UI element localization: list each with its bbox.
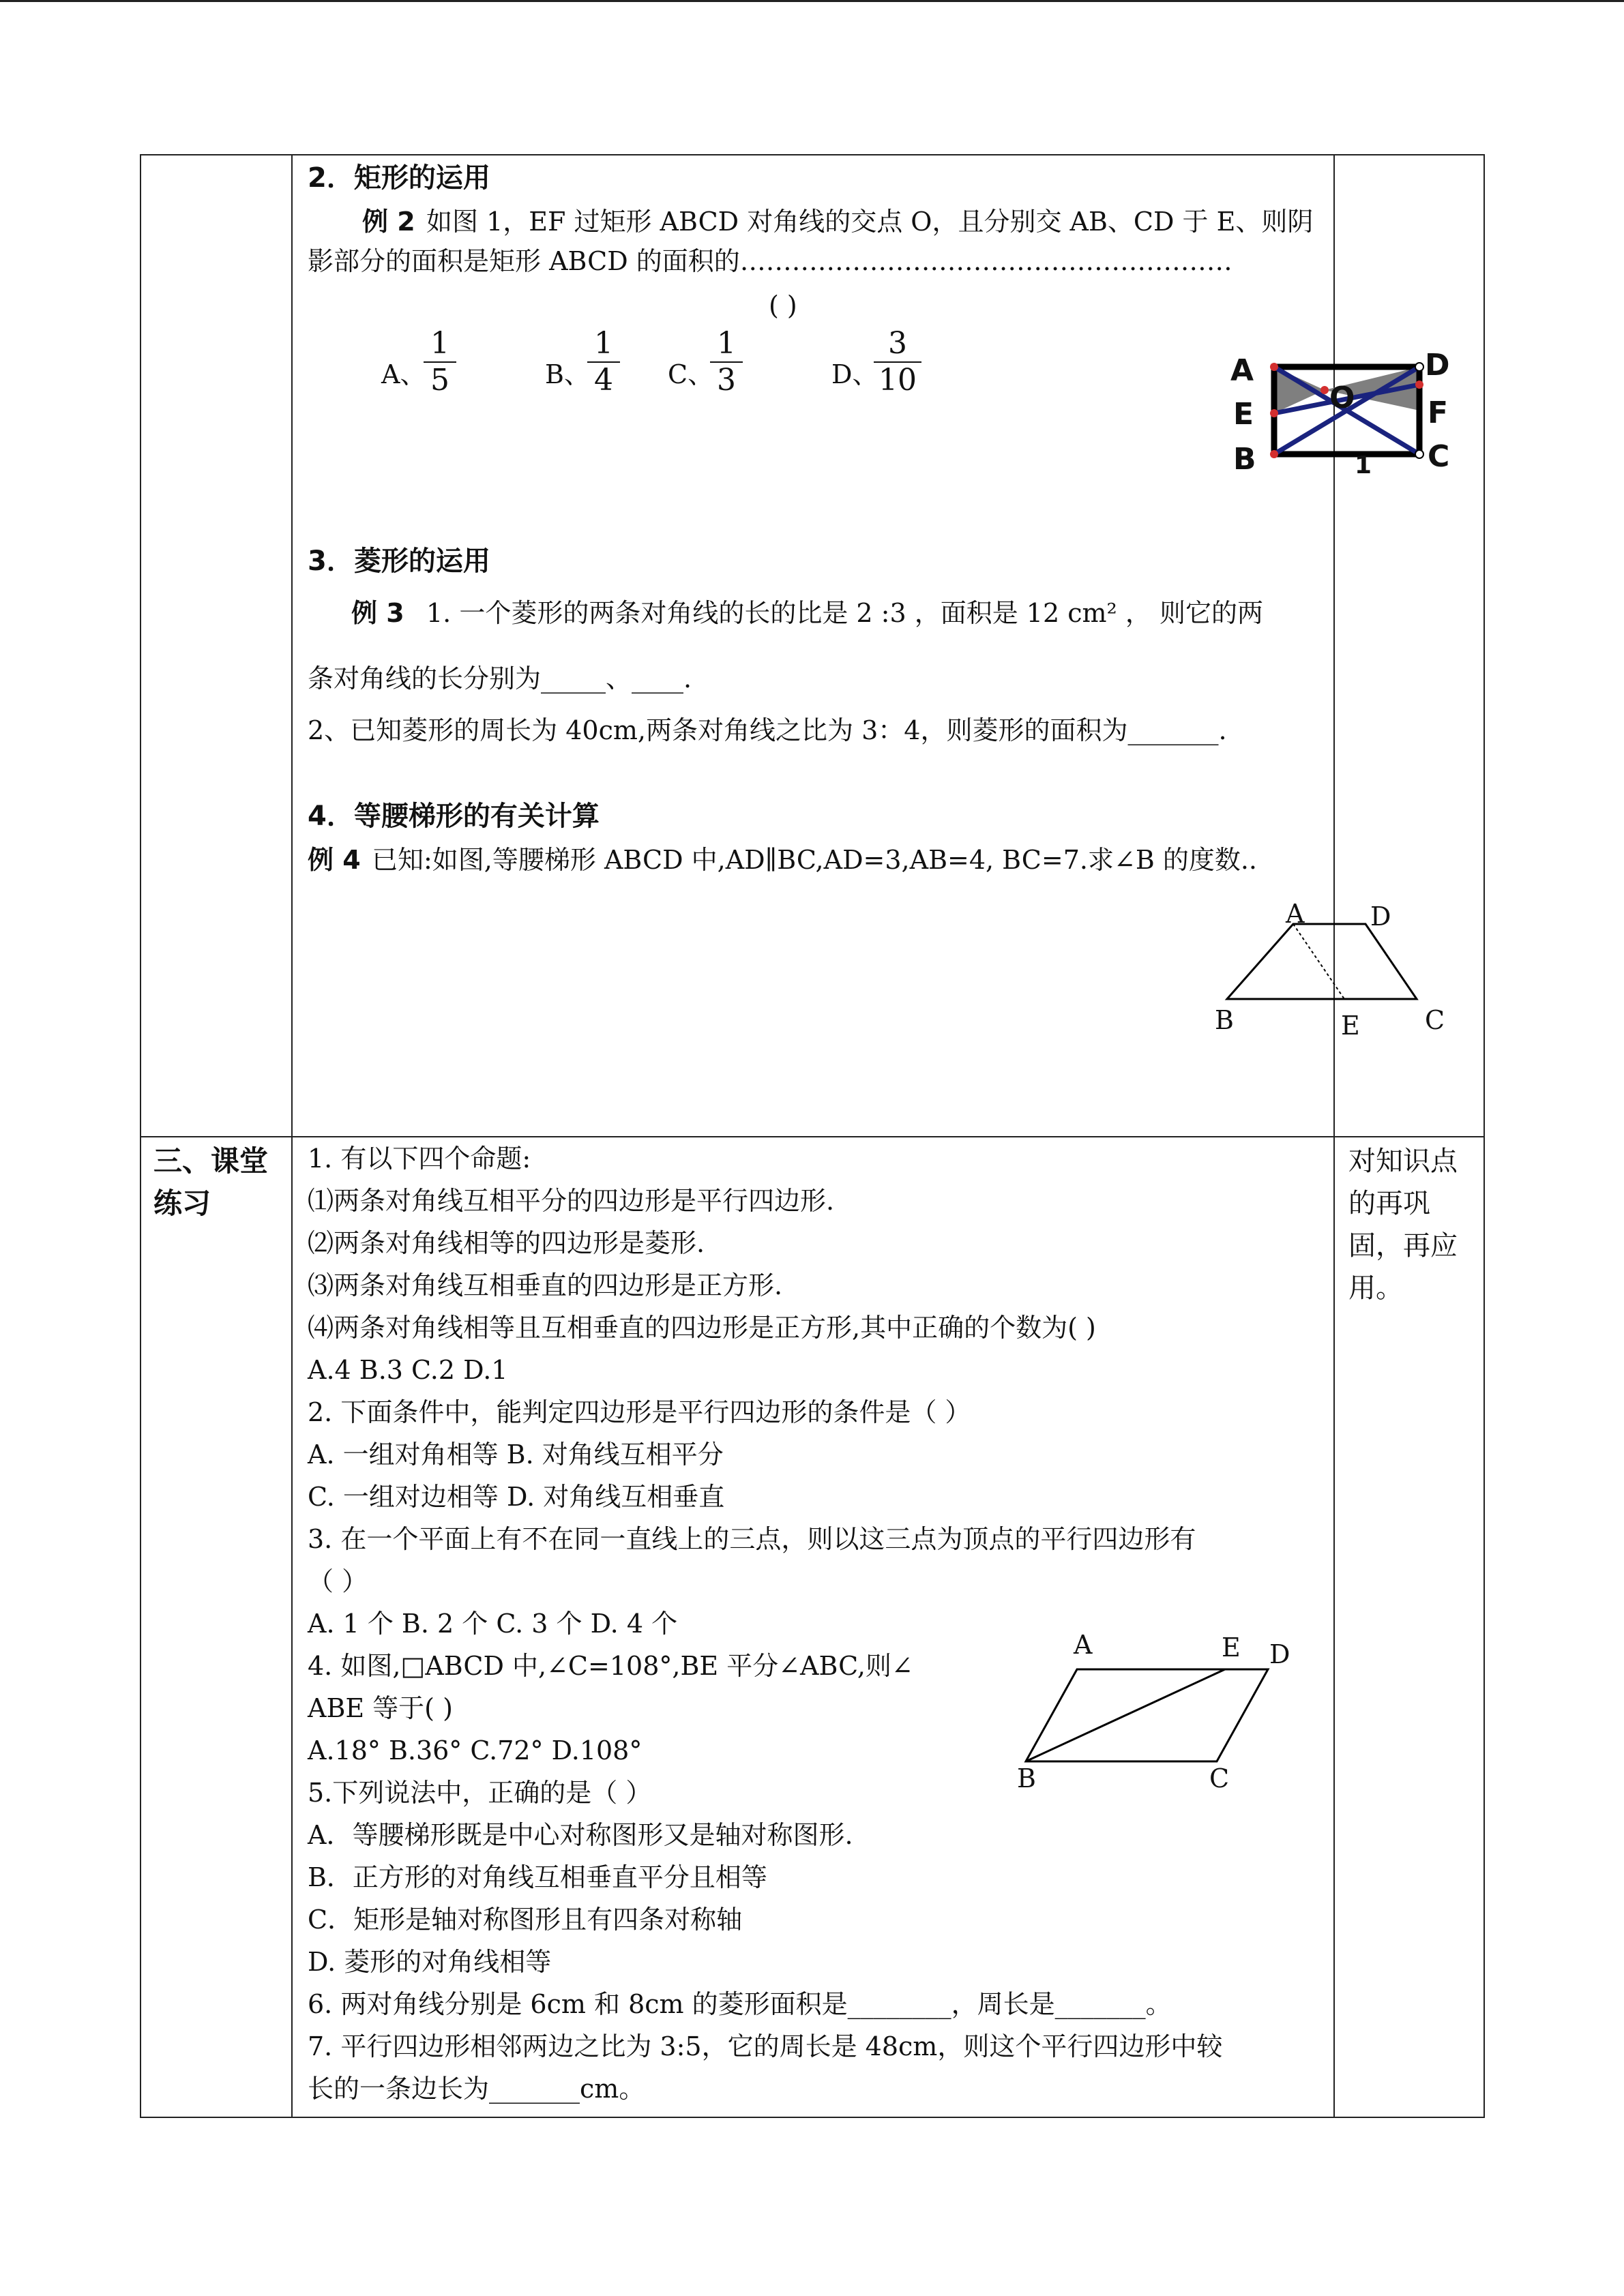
- practice-line-10: 3. 在一个平面上有不在同一直线上的三点，则以这三点为顶点的平行四边形有: [308, 1524, 1196, 1554]
- practice-heading-line-1: 三、课堂: [153, 1144, 269, 1178]
- fig1-label-c: C: [1428, 439, 1450, 474]
- parallelogram-figure: [1016, 1656, 1302, 1792]
- parallelogram-abcd: [1026, 1669, 1268, 1761]
- option-b-numerator: 1: [594, 326, 613, 361]
- fig1-label-o: O: [1329, 381, 1355, 415]
- practice-side-cell: [141, 1137, 292, 2117]
- segment-be: [1026, 1669, 1225, 1761]
- fig1-label-e: E: [1233, 397, 1254, 432]
- fig1-number: 1: [1355, 451, 1372, 479]
- para-label-b: B: [1017, 1763, 1036, 1793]
- rectangle-figure: [1224, 340, 1443, 503]
- option-c-label: C、: [668, 359, 714, 389]
- option-d-numerator: 3: [888, 326, 907, 361]
- practice-line-17: A．等腰梯形既是中心对称图形又是轴对称图形.: [308, 1820, 853, 1850]
- example-2-line-2: 影部分的面积是矩形 ABCD 的面积的…………………………………………………: [308, 246, 1232, 276]
- practice-line-23: 长的一条边长为_______cm。: [308, 2074, 645, 2104]
- practice-heading-line-2: 练习: [153, 1187, 211, 1220]
- practice-line-1: 1. 有以下四个命题:: [308, 1144, 531, 1174]
- example-3-line-1: 1. 一个菱形的两条对角线的长的比是 2 :3 ，面积是 12 cm² ， 则它的两: [426, 598, 1263, 628]
- segment-ae: [1293, 924, 1344, 999]
- para-label-c: C: [1209, 1763, 1230, 1793]
- section-4-title: 4．等腰梯形的有关计算: [308, 801, 600, 832]
- answer-paren: ( ): [769, 290, 797, 320]
- option-b-label: B、: [545, 359, 590, 389]
- example-4-label: 例 4: [308, 845, 361, 875]
- option-c-denominator: 3: [710, 361, 743, 398]
- option-b-fraction: [587, 326, 620, 398]
- option-c-numerator: 1: [717, 326, 736, 361]
- option-a-label: A、: [381, 359, 426, 389]
- side-cell-empty: [141, 155, 292, 1137]
- practice-line-4: ⑶两条对角线互相垂直的四边形是正方形.: [308, 1270, 783, 1300]
- trap-label-c: C: [1425, 1005, 1445, 1035]
- practice-row: [141, 1137, 1484, 2117]
- example-3-line-2: 条对角线的长分别为_____、____.: [308, 664, 692, 694]
- practice-line-15: A.18° B.36° C.72° D.108°: [308, 1735, 643, 1765]
- practice-line-20: D. 菱形的对角线相等: [308, 1947, 552, 1977]
- practice-note-cell: [1334, 1137, 1484, 2117]
- option-a-numerator: 1: [430, 326, 449, 361]
- practice-line-3: ⑵两条对角线相等的四边形是菱形.: [308, 1228, 705, 1258]
- option-c-fraction: [710, 326, 743, 398]
- point-o: [1320, 386, 1329, 394]
- practice-line-5: ⑷两条对角线相等且互相垂直的四边形是正方形,其中正确的个数为( ): [308, 1313, 1096, 1343]
- note-line-2: 的再巩: [1348, 1188, 1430, 1219]
- practice-line-19: C．矩形是轴对称图形且有四条对称轴: [308, 1905, 743, 1935]
- trap-label-b: B: [1215, 1005, 1234, 1035]
- practice-line-16: 5.下列说法中，正确的是（ ）: [308, 1778, 652, 1808]
- option-d-denominator: 10: [874, 361, 921, 398]
- example-3-label: 例 3: [351, 598, 404, 628]
- practice-line-11: （ ）: [308, 1566, 368, 1596]
- option-a-denominator: 5: [424, 361, 456, 398]
- point-a: [1270, 363, 1278, 371]
- practice-cell: [292, 1137, 1334, 2117]
- note-line-1: 对知识点: [1348, 1146, 1458, 1177]
- option-d-label: D、: [831, 359, 879, 389]
- trap-label-d: D: [1370, 901, 1391, 931]
- note-line-4: 用。: [1348, 1272, 1403, 1304]
- examples-cell: [292, 155, 1450, 1137]
- point-d: [1415, 363, 1423, 371]
- practice-line-21: 6. 两对角线分别是 6cm 和 8cm 的菱形面积是________，周长是_______。: [308, 1989, 1172, 2019]
- option-b-denominator: 4: [587, 361, 620, 398]
- lesson-table: [140, 154, 1485, 2118]
- practice-line-13: 4. 如图,□ABCD 中,∠C=108°,BE 平分∠ABC,则∠: [308, 1651, 913, 1681]
- point-c: [1415, 450, 1423, 458]
- para-label-d: D: [1269, 1639, 1290, 1669]
- trapezoid-abcd: [1227, 924, 1417, 999]
- note-line-3: 固，再应: [1348, 1230, 1458, 1262]
- trap-label-a: A: [1286, 899, 1305, 929]
- point-b: [1270, 450, 1278, 458]
- example-3-line-3: 2、已知菱形的周长为 40cm,两条对角线之比为 3：4，则菱形的面积为_______.: [308, 715, 1227, 745]
- practice-line-8: A. 一组对角相等 B. 对角线互相平分: [308, 1440, 724, 1470]
- fig1-label-f: F: [1428, 396, 1449, 430]
- trap-label-e: E: [1341, 1011, 1360, 1041]
- practice-line-22: 7. 平行四边形相邻两边之比为 3:5，它的周长是 48cm，则这个平行四边形中较: [308, 2031, 1223, 2061]
- option-d-fraction: [874, 326, 921, 398]
- section-3-title: 3．菱形的运用: [308, 546, 490, 577]
- fig1-label-b: B: [1233, 442, 1256, 477]
- practice-line-2: ⑴两条对角线互相平分的四边形是平行四边形.: [308, 1186, 835, 1216]
- practice-line-7: 2. 下面条件中，能判定四边形是平行四边形的条件是（ ）: [308, 1397, 971, 1427]
- point-e: [1270, 409, 1278, 417]
- practice-line-18: B．正方形的对角线互相垂直平分且相等: [308, 1862, 767, 1892]
- practice-line-12: A. 1 个 B. 2 个 C. 3 个 D. 4 个: [308, 1609, 678, 1639]
- point-f: [1415, 381, 1423, 389]
- practice-line-14: ABE 等于( ): [308, 1693, 453, 1723]
- fig1-label-a: A: [1230, 353, 1254, 388]
- option-a-fraction: [424, 326, 456, 398]
- example-2-line-1: 如图 1，EF 过矩形 ABCD 对角线的交点 O，且分别交 AB、CD 于 E、则阴: [426, 207, 1314, 237]
- example-2-label: 例 2: [362, 207, 415, 237]
- para-label-e: E: [1222, 1632, 1241, 1663]
- trapezoid-figure: [1213, 899, 1438, 1069]
- page-top-border: [0, 0, 1624, 2]
- example-4-line-1: 已知:如图,等腰梯形 ABCD 中,AD∥BC,AD=3,AB=4, BC=7.求∠B 的度数..: [372, 845, 1257, 875]
- practice-line-9: C. 一组对边相等 D. 对角线互相垂直: [308, 1482, 725, 1512]
- section-2-title: 2．矩形的运用: [308, 162, 490, 194]
- practice-line-6: A.4 B.3 C.2 D.1: [308, 1355, 508, 1385]
- examples-row: [141, 155, 1484, 1137]
- fig1-label-d: D: [1425, 348, 1450, 383]
- para-label-a: A: [1074, 1630, 1093, 1660]
